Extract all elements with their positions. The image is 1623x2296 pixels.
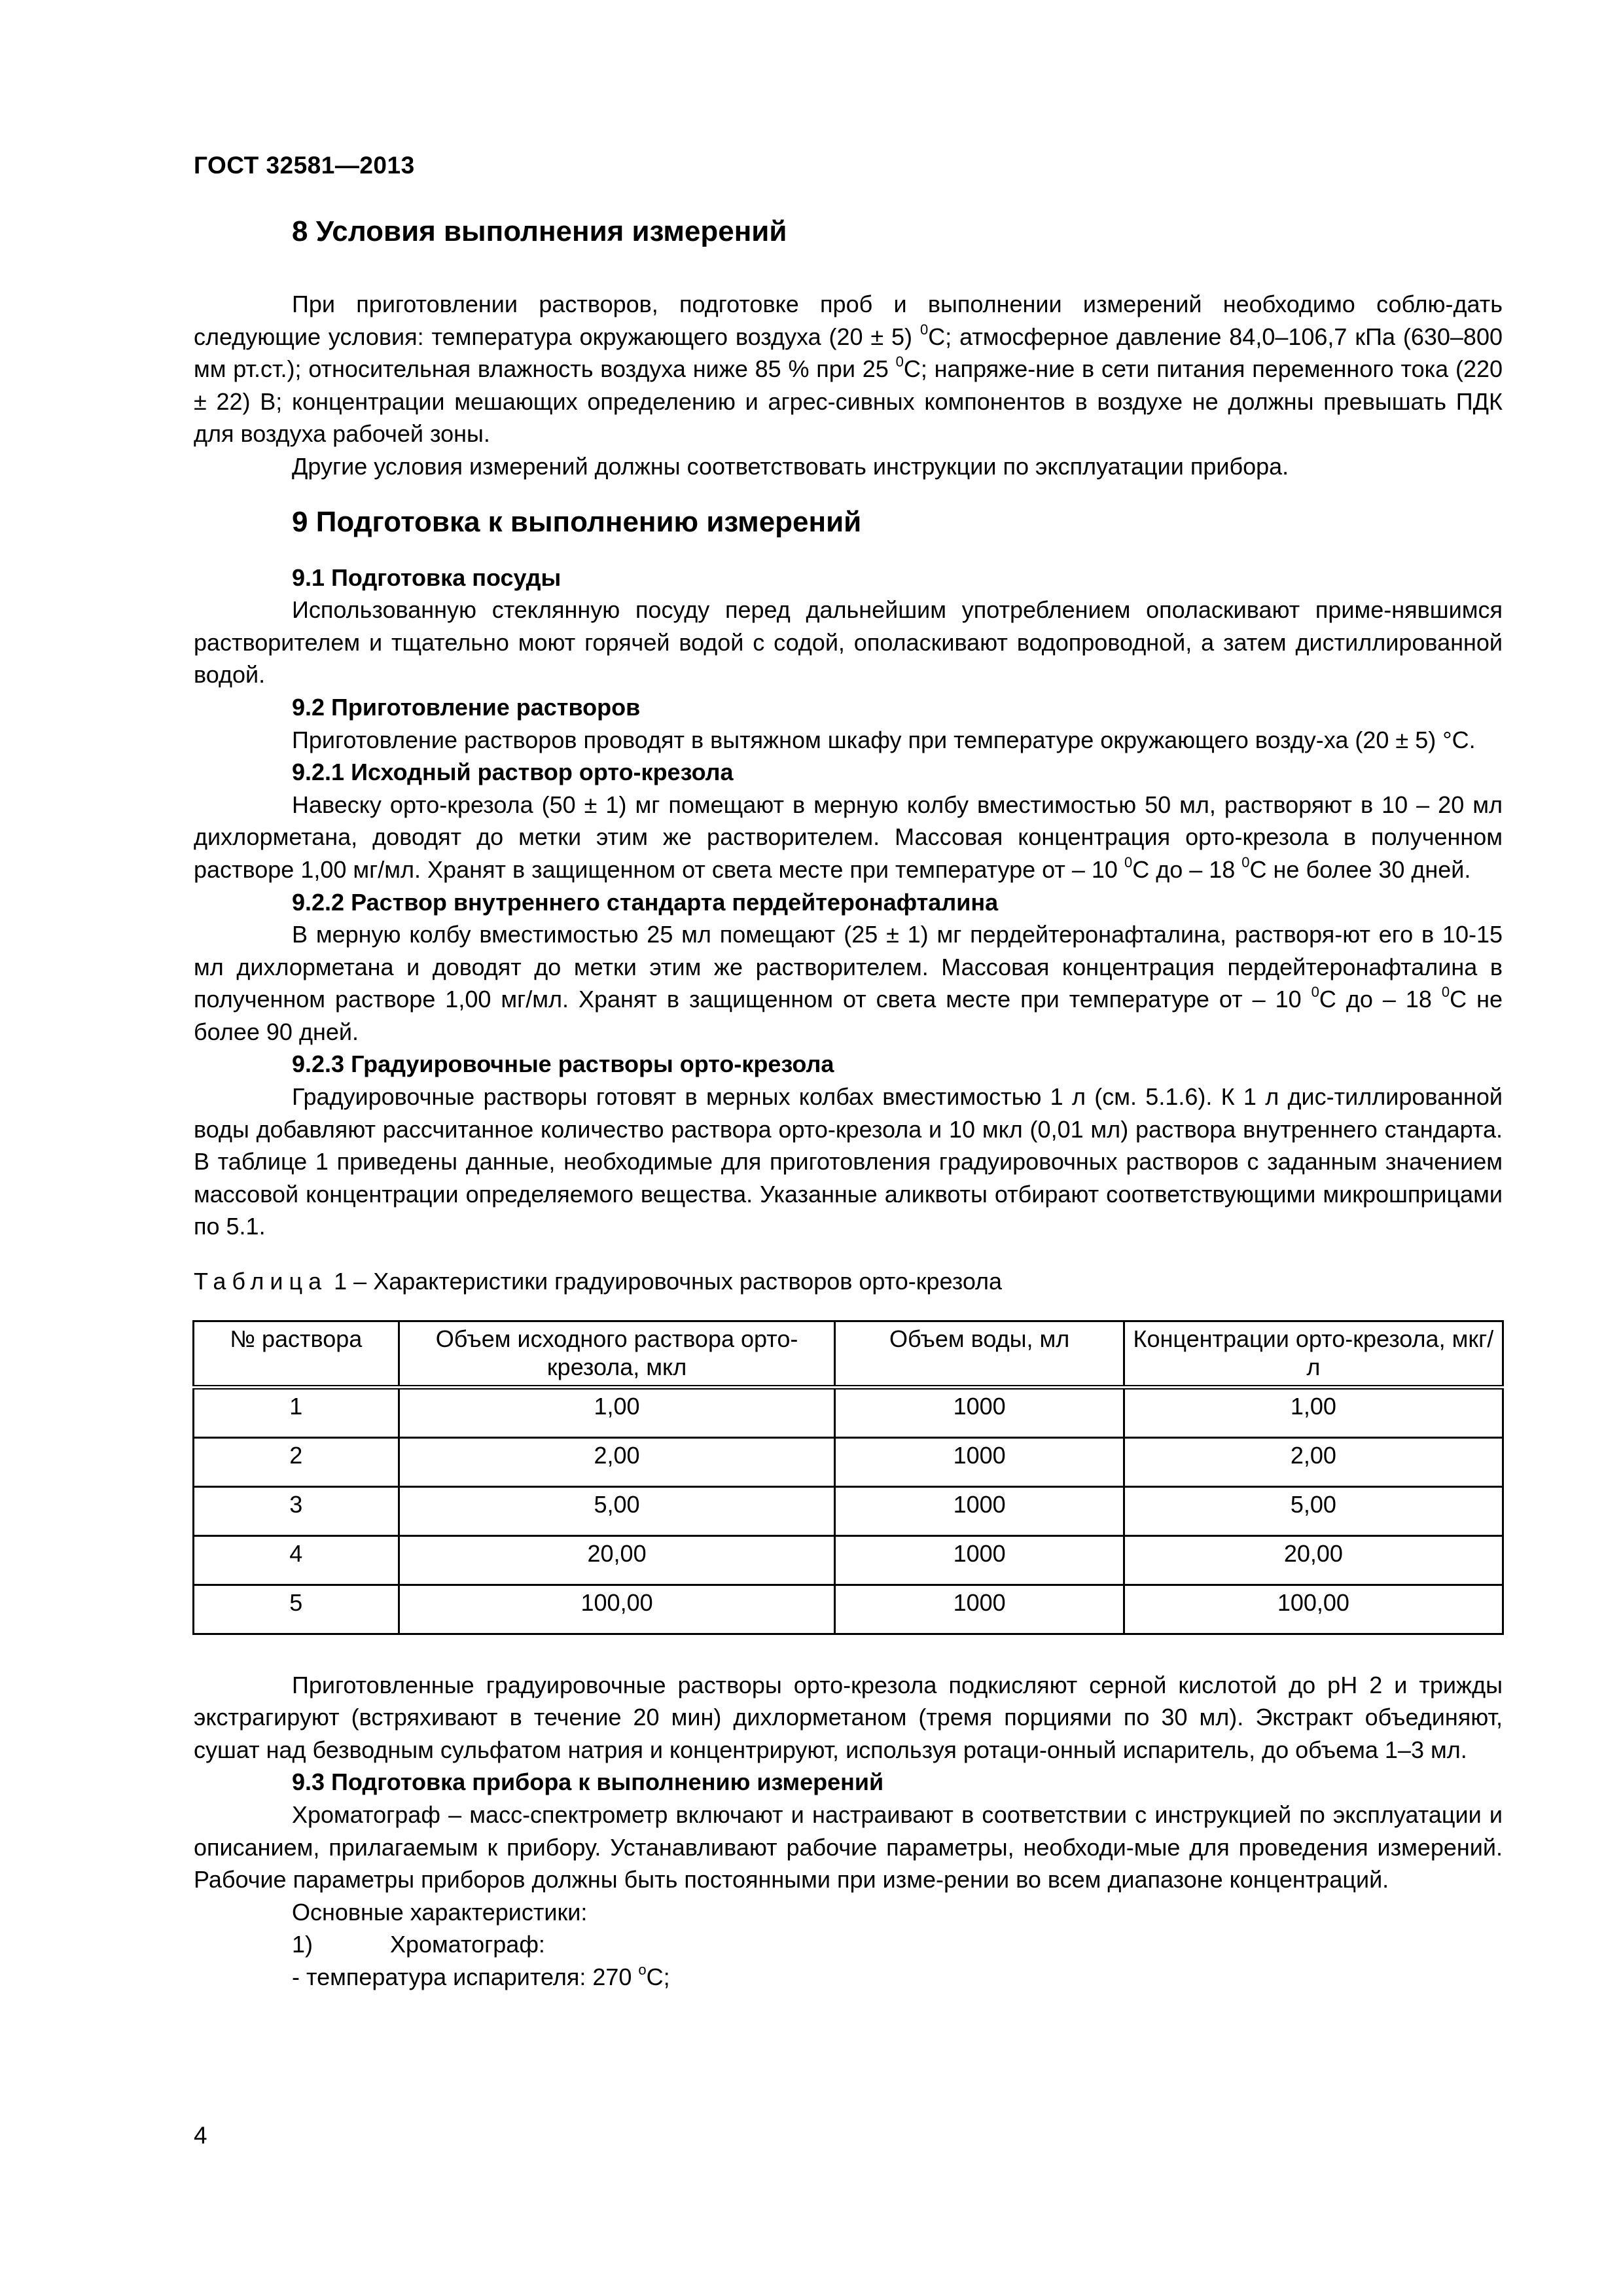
subsection-9-1-text: Использованную стеклянную посуду перед дальнейшим употреблением ополаскивают приме-нявшимся растворителем и тщательно моют горячей водой с содой, ополаскивают водопроводной, а затем дистиллированной водой. <box>194 596 1503 689</box>
evaporator-temperature: - температура испарителя: 270 $^о$С; <box>292 1961 670 1990</box>
subsection-9-2-3-text: Градуировочные растворы готовят в мерных колбах вместимостью 1 л (см. 5.1.6). К 1 л дис-тиллированной воды добавляют рассчитанное количество раствора орто-крезола и 10 мкл (0,01 мл) раствора внутреннего стандарта. В таблице 1 приведены данные, необходимые для приготовления градуировочных растворов с заданным значением массовой концентрации определяемого вещества. Указанные аликвоты отбирают соответствующими микрошприцами по 5.1. <box>194 1083 1503 1240</box>
subsection-9-2-2-title: 9.2.2 Раствор внутреннего стандарта пердейтеронафталина <box>292 888 999 916</box>
table-cell: 1000 <box>835 1387 1124 1437</box>
list-item-chromatograph: 1) Хроматограф: <box>292 1931 545 1958</box>
table-row <box>194 1535 1503 1585</box>
table-cell: 2,00 <box>1124 1437 1503 1486</box>
table-row <box>194 1437 1503 1486</box>
table-cell: 5,00 <box>399 1486 835 1535</box>
subsection-9-3-title: 9.3 Подготовка прибора к выполнению измерений <box>292 1768 884 1796</box>
table-header-row <box>194 1321 1503 1387</box>
table-row <box>194 1585 1503 1634</box>
table-header-cell: Объем исходного раствора орто-крезола, мкл <box>399 1321 835 1387</box>
section-9-title: 9 Подготовка к выполнению измерений <box>292 505 862 538</box>
table-cell: 5 <box>194 1585 399 1634</box>
page-number: 4 <box>194 2122 207 2149</box>
subsection-9-2-1-title: 9.2.1 Исходный раствор орто-крезола <box>292 759 734 786</box>
table-cell: 1 <box>194 1387 399 1437</box>
table-cell: 100,00 <box>1124 1585 1503 1634</box>
table-cell: 20,00 <box>1124 1535 1503 1585</box>
after-table-paragraph: Приготовленные градуировочные растворы орто-крезола подкисляют серной кислотой до рН 2 и трижды экстрагируют (встряхивают в течение 20 мин) дихлорметаном (тремя порциями по 30 мл). Экстракт объединяют, сушат над безводным сульфатом натрия и концентрируют, используя ротаци-онный испаритель, до объема 1–3 мл. <box>194 1671 1503 1763</box>
section-8-paragraph-1: При приготовлении растворов, подготовке проб и выполнении измерений необходимо соблю-дать следующие условия: температура окружающего воздуха (20 ± 5) $^0$С; атмосферное давление 84,0–106,7 кПа (630–800 мм рт.ст.); относительная влажность воздуха ниже 85 % при 25 $^0$С; напряже-ние в сети питания переменного тока (220 ± 22) В; концентрации мешающих определению и агрес-сивных компонентов в воздухе не должны превышать ПДК для воздуха рабочей зоны. <box>194 291 1503 448</box>
table-caption: Таблица 1 – Характеристики градуировочных растворов орто-крезола <box>194 1268 1003 1295</box>
table-cell: 2 <box>194 1437 399 1486</box>
section-8-title: 8 Условия выполнения измерений <box>292 215 787 247</box>
table-header-cell: № раствора <box>194 1321 399 1387</box>
table-cell: 100,00 <box>399 1585 835 1634</box>
subsection-9-2-3-title: 9.2.3 Градуировочные растворы орто-крезола <box>292 1050 834 1078</box>
table-cell: 1000 <box>835 1535 1124 1585</box>
table-row <box>194 1486 1503 1535</box>
subsection-9-2-title: 9.2 Приготовление растворов <box>292 693 641 721</box>
characteristics-title: Основные характеристики: <box>292 1898 588 1926</box>
table-cell: 20,00 <box>399 1535 835 1585</box>
table-cell: 1,00 <box>1124 1387 1503 1437</box>
table-cell: 2,00 <box>399 1437 835 1486</box>
calibration-table <box>192 1320 1504 1635</box>
table-cell: 1,00 <box>399 1387 835 1437</box>
table-cell: 3 <box>194 1486 399 1535</box>
table-cell: 4 <box>194 1535 399 1585</box>
document-header: ГОСТ 32581—2013 <box>194 152 415 179</box>
table-cell: 1000 <box>835 1437 1124 1486</box>
subsection-9-2-text: Приготовление растворов проводят в вытяжном шкафу при температуре окружающего возду-ха (20 ± 5) °С. <box>292 726 1476 753</box>
table-row <box>194 1387 1503 1437</box>
table-header-cell: Концентрации орто-крезола, мкг/л <box>1124 1321 1503 1387</box>
document-body <box>194 212 1503 1994</box>
table-header-cell: Объем воды, мл <box>835 1321 1124 1387</box>
subsection-9-2-2-text: В мерную колбу вместимостью 25 мл помещают (25 ± 1) мг пердейтеронафталина, растворя-ют его в 10-15 мл дихлорметана и доводят до метки этим же растворителем. Массовая концентрация пердейтеронафталина в полученном растворе 1,00 мг/мл. Хранят в защищенном от света месте при температуре от – 10 $^0$С до – 18 $^0$С не более 90 дней. <box>194 921 1503 1045</box>
subsection-9-1-title: 9.1 Подготовка посуды <box>292 564 562 591</box>
document-page <box>194 0 1503 2296</box>
section-8-paragraph-2: Другие условия измерений должны соответствовать инструкции по эксплуатации прибора. <box>292 452 1289 480</box>
table-cell: 1000 <box>835 1486 1124 1535</box>
subsection-9-3-text: Хроматограф – масс-спектрометр включают и настраивают в соответствии с инструкцией по эксплуатации и описанием, прилагаемым к прибору. Устанавливают рабочие параметры, необходи-мые для проведения измерений. Рабочие параметры приборов должны быть постоянными при изме-рении во всем диапазоне концентраций. <box>194 1801 1503 1893</box>
table-cell: 1000 <box>835 1585 1124 1634</box>
subsection-9-2-1-text: Навеску орто-крезола (50 ± 1) мг помещают в мерную колбу вместимостью 50 мл, растворяют в 10 – 20 мл дихлорметана, доводят до метки этим же растворителем. Массовая концентрация орто-крезола в полученном растворе 1,00 мг/мл. Хранят в защищенном от света месте при температуре от – 10 $^0$С до – 18 $^0$С не более 30 дней. <box>194 791 1503 883</box>
table-cell: 5,00 <box>1124 1486 1503 1535</box>
